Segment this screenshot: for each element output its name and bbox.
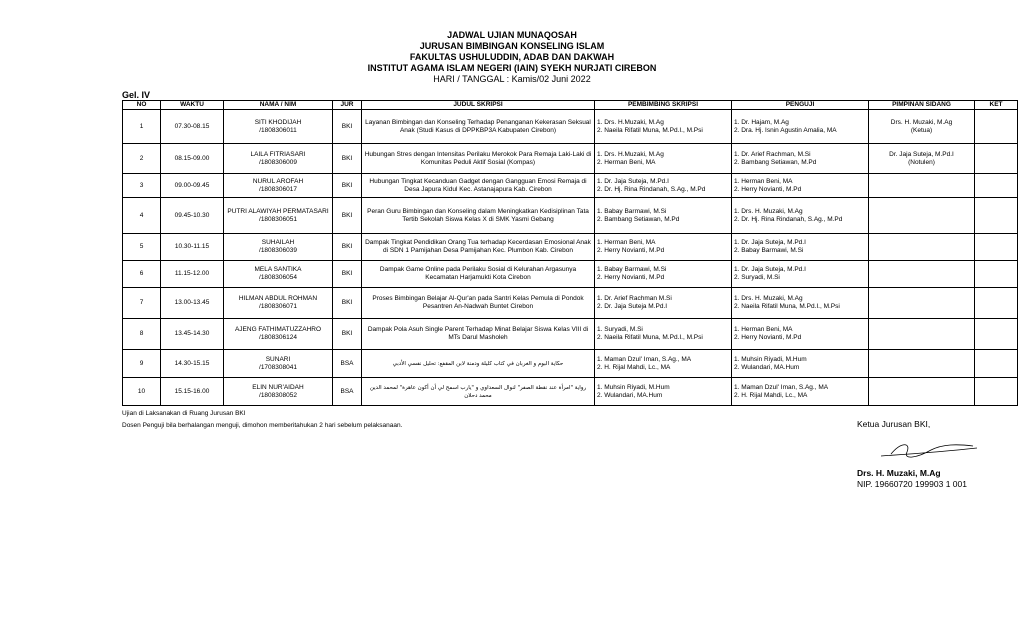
col-penguji: PENGUJI [732,101,869,110]
row-no: 8 [123,319,161,350]
chair-name: Drs. H. Muzaki, M.Ag [890,118,953,126]
row-major: BKI [333,144,362,174]
row-time: 09.00-09.45 [161,174,224,198]
advisor-2: 2. Herry Novianti, M.Pd [597,247,665,254]
row-note [975,234,1018,261]
advisor-1: 1. Muhsin Riyadi, M.Hum [597,383,670,391]
table-row [123,198,1018,234]
student-nim: /1708308041 [259,363,297,371]
row-student [224,350,333,378]
row-note [975,198,1018,234]
row-no: 9 [123,350,161,378]
row-chair [869,234,975,261]
note-location: Ujian di Laksanakan di Ruang Jurusan BKI [122,410,246,417]
row-note [975,350,1018,378]
student-name: SUNARI [265,355,291,363]
row-no: 3 [123,174,161,198]
advisor-1: 1. Herman Beni, MA [597,239,656,246]
thesis-title: Dampak Tingkat Pendidikan Orang Tua terhadap Kecerdasan Emosional Anak di SDN 1 Pamijahan Desa Pamijahan Kec. Plumbon Kab. Cirebon [362,234,595,261]
examiner-2: 2. H. Rijal Mahdi, Lc., MA [734,391,808,399]
examiner-1: 1. Muhsin Riyadi, M.Hum [734,355,807,363]
examiner-2: 2. Herry Novianti, M.Pd [734,334,802,341]
row-advisors [595,288,732,319]
col-nama: NAMA / NIM [224,101,333,110]
advisor-2: 2. Herman Beni, MA [597,158,656,166]
chair-role: (Notulen) [908,158,935,166]
advisor-2: 2. Naeila Rifatil Muna, M.Pd.I., M.Psi [597,334,703,341]
examiner-1: 1. Herman Beni, MA [734,326,793,333]
student-name: MELA SANTIKA [254,266,302,273]
advisor-1: 1. Suryadi, M.Si [597,326,643,333]
thesis-title: Proses Bimbingan Belajar Al-Qur'an pada Santri Kelas Pemula di Pondok Pesantren An-Nadwah Buntet Cirebon [362,288,595,319]
row-student [224,378,333,406]
row-advisors [595,350,732,378]
thesis-title: Hubungan Tingkat Kecanduan Gadget dengan Gangguan Emosi Remaja di Desa Japura Kidul Kec. Astanajapura Kab. Cirebon [362,174,595,198]
student-name: SITI KHODIJAH [254,118,302,126]
examiner-1: 1. Dr. Arief Rachman, M.Si [734,150,811,158]
row-note [975,174,1018,198]
advisor-1: 1. Dr. Arief Rachman M.Si [597,295,672,302]
signature-block [857,419,1017,490]
examiner-1: 1. Dr. Jaja Suteja, M.Pd.I [734,239,806,246]
col-waktu: WAKTU [161,101,224,110]
examiner-2: 2. Herry Novianti, M.Pd [734,185,802,193]
row-student [224,110,333,144]
signatory-name: Drs. H. Muzaki, M.Ag [857,468,941,478]
col-ket: KET [975,101,1018,110]
examiner-1: 1. Maman Dzul' Iman, S.Ag., MA [734,383,829,391]
examiner-2: 2. Babay Barmawi, M.Si [734,247,804,254]
row-chair [869,198,975,234]
row-major: BKI [333,319,362,350]
student-name: HILMAN ABDUL ROHMAN [238,295,318,302]
row-student [224,144,333,174]
signature-title: Ketua Jurusan BKI, [857,419,931,429]
row-time: 13.45-14.30 [161,319,224,350]
row-chair [869,144,975,174]
student-name: ELIN NUR'AIDAH [252,383,304,391]
col-no: NO [123,101,161,110]
row-examiners [732,319,869,350]
col-pimpinan: PIMPINAN SIDANG [869,101,975,110]
row-time: 07.30-08.15 [161,110,224,144]
row-examiners [732,378,869,406]
row-no: 6 [123,261,161,288]
row-chair [869,261,975,288]
examiner-2: 2. Dr. Hj. Rina Rindanah, S.Ag., M.Pd [734,215,843,223]
row-time: 14.30-15.15 [161,350,224,378]
thesis-title: Dampak Game Online pada Perilaku Sosial di Kelurahan Argasunya Kecamatan Harjamukti Kota Cirebon [362,261,595,288]
header-date: HARI / TANGGAL : Kamis/02 Juni 2022 [433,74,591,84]
examiner-1: 1. Drs. H. Muzaki, M.Ag [734,207,803,215]
row-examiners [732,198,869,234]
advisor-2: 2. Herry Novianti, M.Pd [597,274,665,281]
row-time: 11.15-12.00 [161,261,224,288]
student-name: NURUL AROFAH [252,177,304,185]
row-no: 10 [123,378,161,406]
row-advisors [595,174,732,198]
advisor-1: 1. Dr. Jaja Suteja, M.Pd.I [597,177,669,185]
thesis-title: Dampak Pola Asuh Single Parent Terhadap Minat Belajar Siswa Kelas VIII di MTs Darul Masholeh [362,319,595,350]
student-nim: /1808306051 [259,215,297,223]
student-name: AJENG FATHIMATUZZAHRO [234,326,322,333]
row-time: 08.15-09.00 [161,144,224,174]
row-chair [869,378,975,406]
chair-role: (Ketua) [910,126,933,134]
row-no: 4 [123,198,161,234]
row-time: 15.15-16.00 [161,378,224,406]
student-name: SUHAILAH [261,239,295,246]
row-student [224,234,333,261]
row-time: 09.45-10.30 [161,198,224,234]
row-advisors [595,198,732,234]
row-no: 1 [123,110,161,144]
table-row [123,234,1018,261]
row-advisors [595,319,732,350]
advisor-1: 1. Drs. H.Muzaki, M.Ag [597,150,664,158]
col-jur: JUR [333,101,362,110]
row-chair [869,288,975,319]
signatory-nip: NIP. 19660720 199903 1 001 [857,479,967,489]
row-examiners [732,350,869,378]
header-institute: INSTITUT AGAMA ISLAM NEGERI (IAIN) SYEKH NURJATI CIREBON [367,63,657,73]
row-student [224,288,333,319]
examiner-2: 2. Bambang Setiawan, M.Pd [734,158,817,166]
row-chair [869,350,975,378]
footer-notes [122,408,402,432]
table-row [123,174,1018,198]
examiner-2: 2. Suryadi, M.Si [734,274,780,281]
table-row [123,319,1018,350]
header-department: JURUSAN BIMBINGAN KONSELING ISLAM [419,41,605,51]
table-row [123,110,1018,144]
row-time: 10.30-11.15 [161,234,224,261]
row-time: 13.00-13.45 [161,288,224,319]
row-no: 7 [123,288,161,319]
row-examiners [732,261,869,288]
thesis-title: Layanan Bimbingan dan Konseling Terhadap Penanganan Kekerasan Seksual Anak (Studi Kasus di DPPKBP3A Kabupaten Cirebon) [362,110,595,144]
row-major: BKI [333,261,362,288]
row-advisors [595,234,732,261]
thesis-title: Peran Guru Bimbingan dan Konseling dalam Meningkatkan Kedisiplinan Tata Tertib Sekolah Siswa Kelas X di SMK Yasmi Gebang [362,198,595,234]
table-row [123,350,1018,378]
student-nim: /1808306017 [259,185,297,193]
header-faculty: FAKULTAS USHULUDDIN, ADAB DAN DAKWAH [409,52,615,62]
table-row [123,378,1018,406]
row-student [224,319,333,350]
row-student [224,198,333,234]
row-note [975,378,1018,406]
row-major: BKI [333,110,362,144]
student-name: LAILA FITRIASARI [250,150,306,158]
row-chair [869,174,975,198]
document-header [0,30,1024,85]
row-examiners [732,110,869,144]
row-examiners [732,234,869,261]
examiner-1: 1. Dr. Hajam, M.Ag [734,118,789,126]
examiner-1: 1. Herman Beni, MA [734,177,793,185]
session-label: Gel. IV [122,90,151,100]
advisor-1: 1. Drs. H.Muzaki, M.Ag [597,118,664,126]
row-advisors [595,378,732,406]
note-examiner-absence: Dosen Penguji bila berhalangan menguji, dimohon memberitahukan 2 hari sebelum pelaksanaan. [122,422,403,429]
col-pembimbing: PEMBIMBING SKRIPSI [595,101,732,110]
row-major: BKI [333,198,362,234]
examiner-2: 2. Naeila Rifatil Muna, M.Pd.I., M.Psi [734,303,840,310]
row-no: 5 [123,234,161,261]
table-row [123,261,1018,288]
student-name: PUTRI ALAWIYAH PERMATASARI [227,207,329,215]
row-major: BKI [333,288,362,319]
schedule-table [122,100,1018,406]
table-row [123,288,1018,319]
row-note [975,319,1018,350]
row-examiners [732,288,869,319]
row-student [224,174,333,198]
thesis-title: Hubungan Stres dengan Intensitas Perilaku Merokok Para Remaja Laki-Laki di Komunitas Peduli Aktif Sosial (Kompas) [362,144,595,174]
student-nim: /1808306039 [259,247,297,254]
advisor-1: 1. Maman Dzul' Iman, S.Ag., MA [597,355,692,363]
row-note [975,144,1018,174]
advisor-2: 2. Wulandari, MA.Hum [597,391,663,399]
advisor-2: 2. Naeila Rifatil Muna, M.Pd.I., M.Psi [597,126,703,134]
examiner-1: 1. Dr. Jaja Suteja, M.Pd.I [734,266,806,273]
student-nim: /1808306071 [259,303,297,310]
examiner-2: 2. Wulandari, MA.Hum [734,363,800,371]
advisor-2: 2. Bambang Setiawan, M.Pd [597,215,680,223]
student-nim: /1808306054 [259,274,297,281]
advisor-2: 2. Dr. Jaja Suteja M.Pd.I [597,303,668,310]
signature-scribble-icon [861,434,981,462]
examiner-2: 2. Dra. Hj. Isnin Agustin Amalia, MA [734,126,837,134]
student-nim: /1808306124 [259,334,297,341]
table-header-row [123,101,1018,110]
student-nim: /1808306009 [259,158,297,166]
header-title: JADWAL UJIAN MUNAQOSAH [447,30,577,40]
row-advisors [595,261,732,288]
student-nim: /1808306011 [259,126,297,134]
row-note [975,110,1018,144]
thesis-title: رواية "امرأة عند نقطة الصفر" لنوال السعداوي و "يارب اسمح لي أن أكون عاهرة" لمحمد الدين محمد دحلان [362,378,595,406]
table-row [123,144,1018,174]
row-chair [869,110,975,144]
advisor-1: 1. Babay Barmawi, M.Si [597,266,667,273]
row-major: BSA [333,350,362,378]
advisor-1: 1. Babay Barmawi, M.Si [597,207,667,215]
row-note [975,288,1018,319]
row-major: BKI [333,234,362,261]
row-chair [869,319,975,350]
row-examiners [732,174,869,198]
row-examiners [732,144,869,174]
row-note [975,261,1018,288]
chair-name: Dr. Jaja Suteja, M.Pd.I [889,150,954,158]
col-judul: JUDUL SKRIPSI [362,101,595,110]
row-no: 2 [123,144,161,174]
row-advisors [595,110,732,144]
thesis-title: حكاية البوم و الغربان في كتاب كليلة ودمنة لابن المقفع: تحليل نفسي الأدبي [362,350,595,378]
row-advisors [595,144,732,174]
student-nim: /1808308052 [259,391,297,399]
examiner-1: 1. Drs. H. Muzaki, M.Ag [734,295,803,302]
row-major: BKI [333,174,362,198]
advisor-2: 2. H. Rijal Mahdi, Lc., MA [597,363,671,371]
row-student [224,261,333,288]
advisor-2: 2. Dr. Hj. Rina Rindanah, S.Ag., M.Pd [597,185,706,193]
row-major: BSA [333,378,362,406]
